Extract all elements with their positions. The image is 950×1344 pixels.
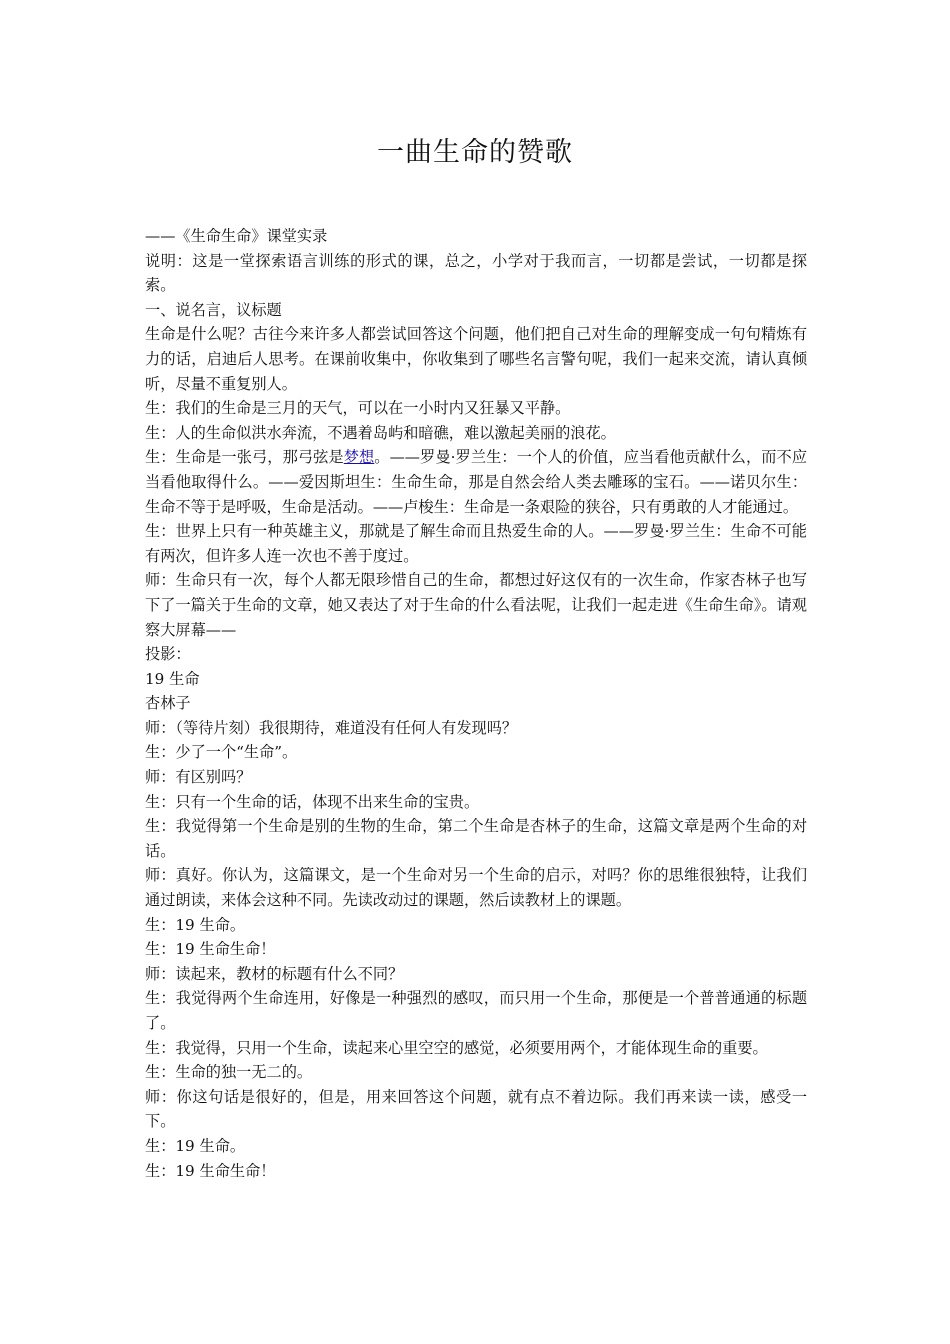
dream-link[interactable]: 梦想: [343, 448, 375, 467]
dialogue-line: 生：我觉得两个生命连用，好像是一种强烈的感叹，而只用一个生命，那便是一个普普通通的标题了。: [145, 989, 807, 1032]
dialogue-line: 生：19 生命生命！: [145, 1161, 276, 1180]
document-body: [145, 224, 807, 1183]
dialogue-line: 生：生命的独一无二的。: [145, 1063, 313, 1082]
dialogue-line: 师：有区别吗？: [145, 768, 252, 787]
dialogue-line: 师：真好。你认为，这篇课文，是一个生命对另一个生命的启示，对吗？你的思维很独特，让我们通过朗读，来体会这种不同。先读改动过的课题，然后读教材上的课题。: [145, 866, 807, 910]
dialogue-line: 生：我觉得第一个生命是别的生物的生命，第二个生命是杏林子的生命，这篇文章是两个生命的对话。: [145, 817, 807, 860]
dialogue-line: 师：你这句话是很好的，但是，用来回答这个问题，就有点不着边际。我们再来读一读，感受一下。: [145, 1087, 807, 1131]
dialogue-line: 生：少了一个“生命”。: [145, 743, 298, 762]
dialogue-line: 生：19 生命。: [145, 1136, 246, 1155]
intro-paragraph: 生命是什么呢？古往今来许多人都尝试回答这个问题，他们把自己对生命的理解变成一句句精炼有力的话，启迪后人思考。在课前收集中，你收集到了哪些名言警句呢，我们一起来交流，请认真倾听，尽量不重复别人。: [145, 325, 807, 393]
dialogue-line: 生：世界上只有一种英雄主义，那就是了解生命而且热爱生命的人。——罗曼·罗兰生：生命不可能有两次，但许多人连一次也不善于度过。: [145, 522, 807, 565]
dialogue-line: 投影：: [145, 645, 191, 664]
dialogue-text: 。——罗曼·罗兰生：一个人的价值，应当看他贡献什么，而不应当看他取得什么。——爱因斯坦生：生命生命，那是自然会给人类去雕琢的宝石。——诺贝尔生：生命不等于是呼吸，生命是活动。——卢梭生：生命是一条艰险的狭谷，只有勇敢的人才能通过。: [145, 448, 808, 516]
dialogue-line: 生：人的生命似洪水奔流，不遇着岛屿和暗礁，难以激起美丽的浪花。: [145, 423, 616, 442]
dialogue-line-with-link: [145, 445, 807, 519]
document-title: 一曲生命的赞歌: [377, 137, 573, 168]
projection-title: 19 生命: [145, 669, 200, 688]
dialogue-line: 师：（等待片刻）我很期待，难道没有任何人有发现吗？: [145, 718, 518, 737]
dialogue-line: 生：19 生命生命！: [145, 940, 276, 959]
dialogue-line: 生：我们的生命是三月的天气，可以在一小时内又狂暴又平静。: [145, 399, 571, 418]
dialogue-line: 生：只有一个生命的话，体现不出来生命的宝贵。: [145, 792, 480, 811]
subtitle: ——《生命生命》课堂实录: [145, 227, 328, 245]
dialogue-text: 生：生命是一张弓，那弓弦是: [145, 448, 344, 467]
dialogue-line: 生：19 生命。: [145, 915, 246, 934]
note-paragraph: 说明：这是一堂探索语言训练的形式的课，总之，小学对于我而言，一切都是尝试，一切都是探索。: [145, 251, 807, 295]
dialogue-line: 生：我觉得，只用一个生命，读起来心里空空的感觉，必须要用两个，才能体现生命的重要。: [145, 1038, 768, 1057]
section-heading: 一、说名言，议标题: [145, 300, 282, 319]
dialogue-line: 师：读起来，教材的标题有什么不同？: [145, 964, 404, 983]
projection-author: 杏林子: [145, 694, 191, 713]
dialogue-line: 师：生命只有一次，每个人都无限珍惜自己的生命，都想过好这仅有的一次生命，作家杏林子也写下了一篇关于生命的文章，她又表达了对于生命的什么看法呢，让我们一起走进《生命生命》。请观察大屏幕——: [145, 571, 807, 639]
